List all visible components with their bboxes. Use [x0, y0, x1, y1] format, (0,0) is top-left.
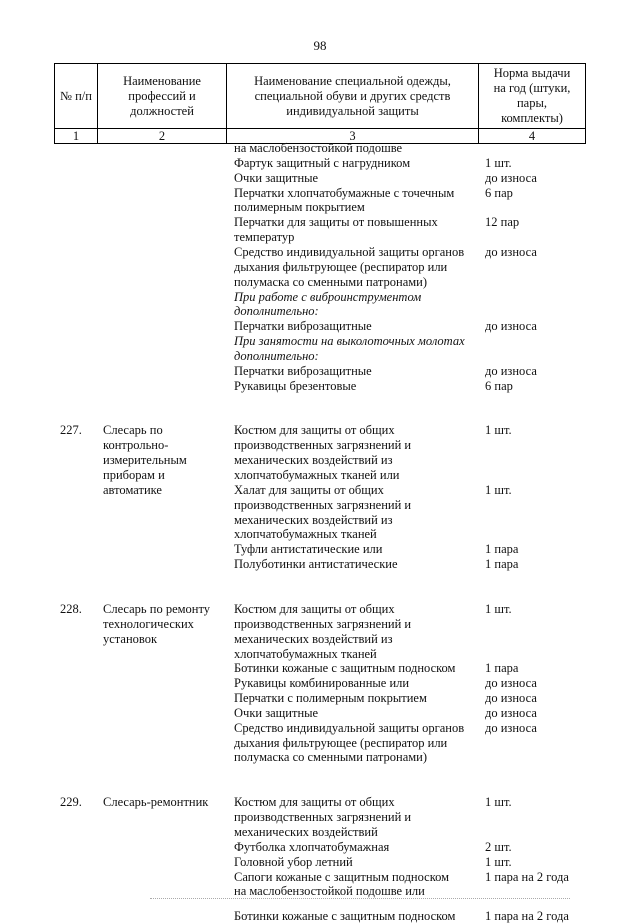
- item-line: полумаска со сменными патронами): [234, 750, 428, 765]
- item-line: дополнительно:: [234, 304, 319, 319]
- norm-value: 6 пар: [485, 378, 513, 393]
- item-line: Средство индивидуальной защиты органов: [234, 244, 465, 259]
- item-line: Халат для защиты от общих: [234, 482, 384, 497]
- entry-number: 227.: [60, 423, 82, 438]
- item-line: дыхания фильтрующее (респиратор или: [234, 735, 448, 750]
- item-line: Туфли антистатические или: [234, 542, 383, 557]
- item-line: Перчатки виброзащитные: [234, 319, 372, 334]
- norm-value: до износа: [485, 720, 537, 735]
- norm-value: 1 шт.: [485, 423, 512, 438]
- item-line: Ботинки кожаные с защитным подноском: [234, 909, 456, 924]
- header-col-item: [227, 64, 479, 129]
- item-line: хлопчатобумажных тканей: [234, 646, 377, 661]
- header-line: Наименование: [123, 73, 201, 88]
- norm-value: 6 пар: [485, 185, 513, 200]
- item-line: производственных загрязнений и: [234, 438, 412, 453]
- item-line: Футболка хлопчатобумажная: [234, 839, 390, 854]
- item-line: механических воздействий из: [234, 512, 393, 527]
- item-line: температур: [234, 230, 295, 245]
- profession-name: Слесарь по ремонту: [103, 601, 211, 616]
- norm-value: 1 пара: [485, 661, 519, 676]
- entry-number: 229.: [60, 795, 82, 810]
- item-line: дыхания фильтрующее (респиратор или: [234, 259, 448, 274]
- item-line: Очки защитные: [234, 705, 319, 720]
- item-line: механических воздействий из: [234, 453, 393, 468]
- item-line: Перчатки для защиты от повышенных: [234, 215, 438, 230]
- item-line: Костюм для защиты от общих: [234, 795, 395, 810]
- item-line: Полуботинки антистатические: [234, 557, 398, 572]
- item-line: механических воздействий: [234, 825, 378, 839]
- header-col-norm-lines: [479, 66, 585, 126]
- norm-value: 1 пара на 2 года: [485, 909, 569, 924]
- item-line: При работе с виброинструментом: [234, 289, 422, 304]
- norm-value: до износа: [485, 319, 537, 334]
- norm-value: 1 шт.: [485, 795, 512, 810]
- item-line: хлопчатобумажных тканей или: [234, 468, 400, 482]
- norm-value: 1 шт.: [485, 854, 512, 869]
- norm-value: до износа: [485, 705, 537, 720]
- header-col-item-lines: [227, 74, 478, 119]
- header-line: индивидуальной защиты: [286, 103, 419, 118]
- item-line: Очки защитные: [234, 170, 319, 185]
- header-line: комплекты): [501, 111, 563, 125]
- item-line: Перчатки хлопчатобумажные с точечным: [234, 185, 455, 200]
- header-num-1: 1: [55, 129, 98, 144]
- item-line: хлопчатобумажных тканей: [234, 527, 377, 542]
- header-line: профессий и: [128, 88, 196, 103]
- bottom-divider: [150, 898, 570, 899]
- profession-name: измерительным: [103, 453, 187, 468]
- item-line: производственных загрязнений и: [234, 497, 412, 512]
- item-line: Ботинки кожаные с защитным подноском: [234, 661, 456, 676]
- header-line: на год (штуки,: [493, 81, 571, 95]
- norm-value: 2 шт.: [485, 839, 512, 854]
- item-line: Перчатки с полимерным покрытием: [234, 691, 427, 706]
- item-line: на маслобензостойкой подошве: [234, 141, 403, 155]
- profession-name: приборам и: [103, 468, 165, 482]
- item-line: Перчатки виброзащитные: [234, 363, 372, 378]
- profession-name: контрольно-: [103, 438, 169, 453]
- norm-value: 1 пара: [485, 557, 519, 572]
- header-col-number: [55, 64, 98, 129]
- header-col-profession-lines: [98, 74, 226, 119]
- header-col-norm: [479, 64, 586, 129]
- norm-value: до износа: [485, 676, 537, 691]
- header-num-4: 4: [479, 129, 586, 144]
- header-col-profession: [98, 64, 227, 129]
- norm-value: 1 шт.: [485, 482, 512, 497]
- header-num-2: 2: [98, 129, 227, 144]
- item-line: на маслобензостойкой подошве или: [234, 884, 425, 899]
- header-line: специальной обуви и других средств: [254, 88, 451, 103]
- item-line: Сапоги кожаные с защитным подноском: [234, 869, 450, 884]
- item-line: Фартук защитный с нагрудником: [234, 155, 411, 170]
- item-line: полумаска со сменными патронами): [234, 274, 428, 289]
- norm-value: до износа: [485, 244, 537, 259]
- table-header: [54, 63, 586, 144]
- item-line: Головной убор летний: [234, 854, 353, 869]
- profession-name: установок: [103, 631, 158, 646]
- header-line: Норма выдачи: [493, 66, 571, 80]
- entry-number: 228.: [60, 601, 82, 616]
- item-line: При занятости на выколоточных молотах: [234, 334, 465, 349]
- item-line: Костюм для защиты от общих: [234, 601, 395, 616]
- item-line: дополнительно:: [234, 348, 319, 363]
- norm-value: до износа: [485, 170, 537, 185]
- header-num-3: 3: [227, 129, 479, 144]
- norm-value: 1 шт.: [485, 601, 512, 616]
- profession-name: технологических: [103, 616, 194, 631]
- page-number: 98: [313, 38, 327, 53]
- item-line: Костюм для защиты от общих: [234, 423, 395, 438]
- norm-value: 1 пара на 2 года: [485, 869, 569, 884]
- norm-value: до износа: [485, 363, 537, 378]
- item-line: полимерным покрытием: [234, 200, 365, 215]
- header-line: пары,: [516, 96, 547, 110]
- profession-name: автоматике: [103, 482, 162, 497]
- header-col-number-lines: [55, 89, 97, 104]
- item-line: Средство индивидуальной защиты органов: [234, 720, 465, 735]
- profession-name: Слесарь по: [103, 423, 163, 438]
- norm-value: 12 пар: [485, 215, 520, 230]
- item-line: Рукавицы комбинированные или: [234, 676, 410, 691]
- header-line: № п/п: [60, 88, 92, 103]
- norm-value: 1 шт.: [485, 155, 512, 170]
- header-line: должностей: [130, 103, 194, 118]
- header-line: Наименование специальной одежды,: [254, 73, 451, 88]
- profession-name: Слесарь-ремонтник: [103, 795, 209, 810]
- norm-value: до износа: [485, 691, 537, 706]
- item-line: производственных загрязнений и: [234, 810, 412, 825]
- norm-value: 1 пара: [485, 542, 519, 557]
- item-line: производственных загрязнений и: [234, 616, 412, 631]
- item-line: Рукавицы брезентовые: [234, 378, 357, 393]
- item-line: механических воздействий из: [234, 631, 393, 646]
